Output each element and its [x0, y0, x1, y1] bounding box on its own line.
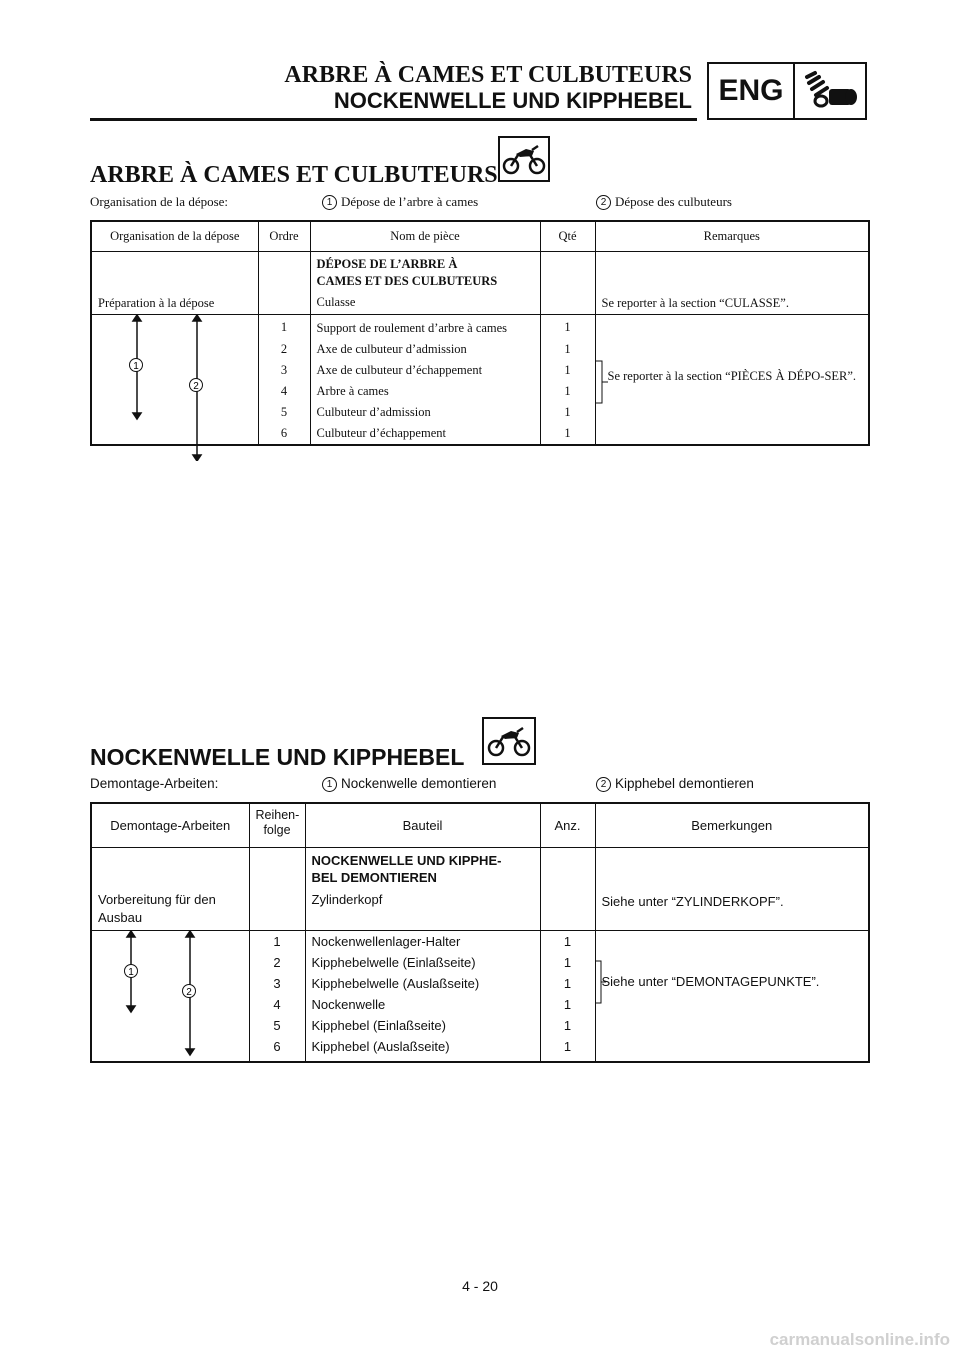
order-cell: 6: [258, 423, 310, 445]
step-number: 1: [322, 195, 337, 210]
part-cell: Axe de culbuteur d’échappement: [310, 360, 540, 381]
prep-label: Préparation à la dépose: [91, 252, 258, 315]
table-row: [91, 931, 869, 953]
qty-cell: 1: [540, 381, 595, 402]
arrow-label-2: 2: [193, 381, 199, 392]
order-arrows: [91, 931, 249, 1063]
removal-table-de: [90, 802, 870, 1063]
order-cell: 5: [258, 402, 310, 423]
order-cell: 3: [249, 973, 305, 994]
group-remark-cell: [595, 931, 869, 1063]
watermark: carmanualsonline.info: [769, 1330, 950, 1349]
org-step2-fr: [596, 194, 732, 210]
org-step2-de: [596, 776, 754, 792]
eng-badge-label: ENG: [709, 64, 795, 118]
qty-cell: 1: [540, 973, 595, 994]
removal-table-fr: [90, 220, 870, 446]
part-cell: Kipphebel (Auslaßseite): [305, 1036, 540, 1062]
prep-heading: DÉPOSE DE L’ARBRE À: [316, 257, 458, 271]
prep-heading: NOCKENWELLE UND KIPPHE-: [311, 853, 502, 868]
header-rule: [90, 118, 697, 121]
group-remark: Siehe unter “DEMONTAGEPUNKTE”.: [601, 974, 820, 989]
prep-part: Zylinderkopf: [311, 892, 383, 907]
org-step1-text: Dépose de l’arbre à cames: [341, 194, 479, 209]
order-cell: 4: [258, 381, 310, 402]
org-step1-de: [322, 776, 496, 792]
order-cell: 3: [258, 360, 310, 381]
order-cell: 5: [249, 1015, 305, 1036]
org-step1-text: Nockenwelle demontieren: [341, 776, 497, 791]
section-title-fr: ARBRE À CAMES ET CULBUTEURS: [90, 162, 498, 188]
header-title-de: NOCKENWELLE UND KIPPHEBEL: [333, 88, 692, 113]
org-label-de: Demontage-Arbeiten:: [90, 776, 219, 791]
prep-remark: Se reporter à la section “CULASSE”.: [595, 252, 869, 315]
part-cell: Axe de culbuteur d’admission: [310, 339, 540, 360]
step-number: 2: [596, 777, 611, 792]
column-header: Remarques: [595, 221, 869, 252]
qty-cell: 1: [540, 423, 595, 445]
eng-badge: [707, 62, 867, 120]
arrow-label-2: 2: [186, 987, 192, 998]
table-header-row: [91, 221, 869, 252]
column-header: Anz.: [540, 803, 595, 848]
org-step2-text: Dépose des culbuteurs: [615, 194, 732, 209]
prep-heading: BEL DEMONTIEREN: [311, 870, 437, 885]
prep-heading: CAMES ET DES CULBUTEURS: [316, 274, 498, 288]
page-number: 4 - 20: [462, 1278, 498, 1294]
part-cell: Culbuteur d’admission: [310, 402, 540, 423]
qty-cell: 1: [540, 315, 595, 340]
qty-cell: 1: [540, 994, 595, 1015]
prep-label: Vorbereitung für den Ausbau: [91, 848, 249, 931]
part-cell: Nockenwelle: [305, 994, 540, 1015]
column-header: Reihen-folge: [249, 803, 305, 848]
header-title-fr: ARBRE À CAMES ET CULBUTEURS: [284, 62, 692, 88]
column-header: Nom de pièce: [310, 221, 540, 252]
column-header: Bemerkungen: [595, 803, 869, 848]
section-title-de: NOCKENWELLE UND KIPPHEBEL: [90, 744, 465, 770]
step-number: 2: [596, 195, 611, 210]
qty-cell: 1: [540, 952, 595, 973]
motorcycle-icon: [498, 136, 550, 182]
qty-cell: 1: [540, 402, 595, 423]
part-cell: Kipphebel (Einlaßseite): [305, 1015, 540, 1036]
prep-remark: Siehe unter “ZYLINDERKOPF”.: [595, 848, 869, 931]
qty-cell: 1: [540, 1015, 595, 1036]
qty-cell: 1: [540, 1036, 595, 1062]
column-header: Organisation de la dépose: [91, 221, 258, 252]
org-step2-text: Kipphebel demontieren: [615, 776, 754, 791]
order-cell: 1: [249, 931, 305, 953]
arrow-label-1: 1: [133, 361, 139, 372]
order-cell: 2: [249, 952, 305, 973]
order-cell: 6: [249, 1036, 305, 1062]
column-header: Bauteil: [305, 803, 540, 848]
table-row: [91, 315, 869, 340]
order-arrows: [91, 315, 258, 446]
qty-cell: 1: [540, 339, 595, 360]
part-cell: Culbuteur d’échappement: [310, 423, 540, 445]
table-header-row: [91, 803, 869, 848]
part-cell: Kipphebelwelle (Auslaßseite): [305, 973, 540, 994]
step-number: 1: [322, 777, 337, 792]
arrow-label-1: 1: [128, 967, 134, 978]
table-row: [91, 848, 869, 931]
table-row: [91, 252, 869, 315]
order-cell: 1: [258, 315, 310, 340]
column-header: Qté: [540, 221, 595, 252]
column-header: Ordre: [258, 221, 310, 252]
part-cell: Nockenwellenlager-Halter: [305, 931, 540, 953]
order-cell: 4: [249, 994, 305, 1015]
column-header: Demontage-Arbeiten: [91, 803, 249, 848]
qty-cell: 1: [540, 360, 595, 381]
part-cell: Support de roulement d’arbre à cames: [310, 315, 540, 340]
order-cell: 2: [258, 339, 310, 360]
part-cell: Arbre à cames: [310, 381, 540, 402]
org-step1-fr: [322, 194, 478, 210]
part-cell: Kipphebelwelle (Einlaßseite): [305, 952, 540, 973]
group-remark: Se reporter à la section “PIÈCES À DÉPO-SER”.: [607, 369, 857, 383]
engine-spring-icon: [795, 64, 865, 118]
prep-part: Culasse: [316, 295, 356, 309]
org-label-fr: Organisation de la dépose:: [90, 194, 229, 209]
motorcycle-icon: [482, 717, 536, 765]
qty-cell: 1: [540, 931, 595, 953]
group-remark-cell: [595, 315, 869, 446]
